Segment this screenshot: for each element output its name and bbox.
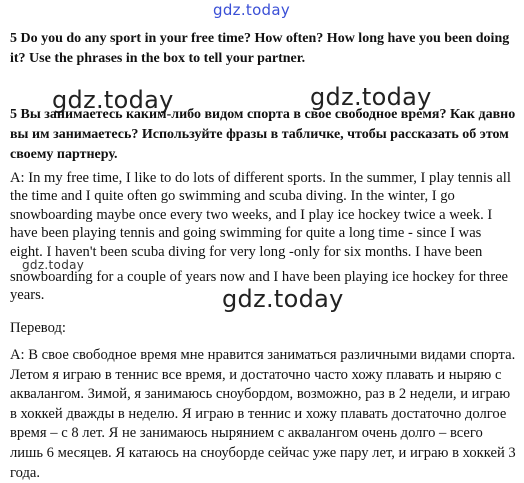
watermark-top: gdz.today	[213, 1, 291, 19]
answer-russian: А: В свое свободное время мне нравится заниматься различными видами спорта. Летом я играю в теннис все время, и достаточно часто хожу плавать и ныряю с аквалангом. Зимой, я занимаюсь сноубордом, возможно, раз в 2 недели, и играю в хоккей дважды в неделю. Я играю в теннис и хожу плавать достаточно долгое время – с 8 лет. Я не занимаюсь нырянием с аквалангом очень долго – всего лишь 6 месяцев. Я катаюсь на сноуборде сейчас уже пару лет, и играю в хоккей 3 года.	[10, 347, 516, 481]
task-english: 5 Do you do any sport in your free time? How often? How long have you been doing it? Use the phrases in the box to tell your partner.	[10, 31, 510, 66]
watermark-small: gdz.today	[22, 258, 85, 272]
watermark-center: gdz.today	[222, 285, 344, 313]
watermark-left: gdz.today	[52, 86, 174, 114]
answer-english-part2: snowboarding for a couple of years now and I have been playing ice hockey for three years.	[10, 269, 509, 304]
task-russian: 5 Вы занимаетесь каким-либо видом спорта в свое свободное время? Как давно вы им занимаетесь? Используйте фразы в табличке, чтобы рассказать об этом своему партнеру.	[10, 107, 516, 162]
answer-english-part1: A: In my free time, I like to do lots of different sports. In the summer, I play tennis all the time and I quite often go swimming and scuba diving. In the winter, I go snowboarding maybe once every two weeks, and I play ice hockey twice a week. I have been playing tennis and going swimming for quite a long time - since I was eight. I haven't been scuba diving for very long -only for six months. I have been	[10, 170, 511, 260]
watermark-right: gdz.today	[310, 83, 432, 111]
translation-label: Перевод:	[10, 320, 66, 336]
